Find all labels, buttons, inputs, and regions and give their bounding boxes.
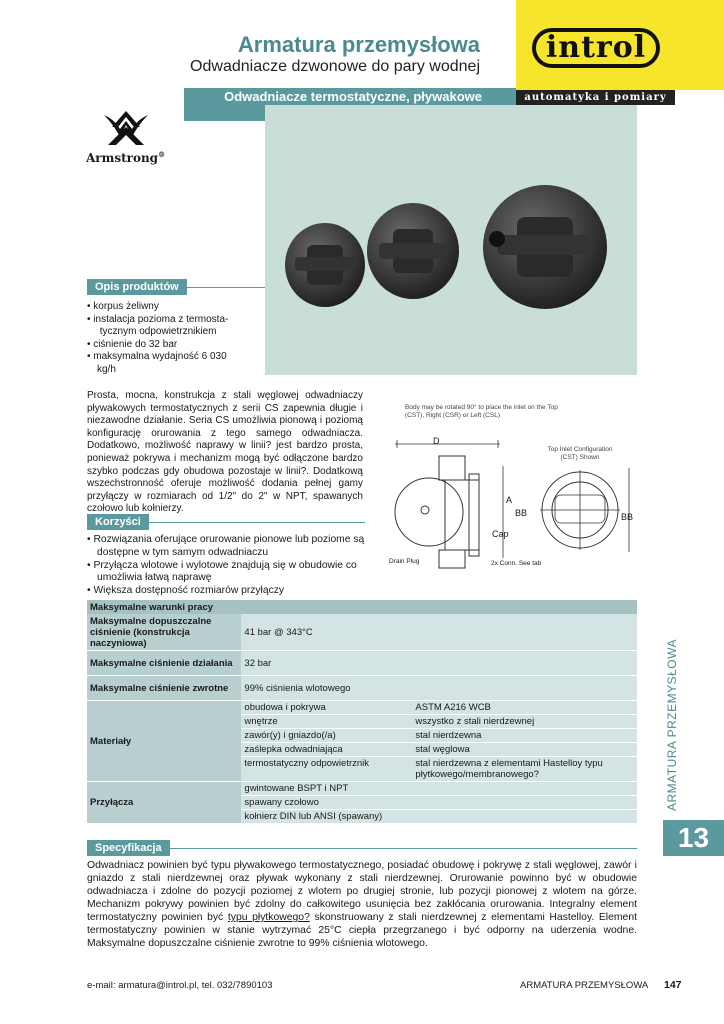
list-item: • Przyłącza wlotowe i wylotowe znajdują się w obudowie co umożliwia łatwą naprawę	[87, 559, 357, 584]
table-row: zaślepka odwadniająca stal węglowa	[87, 743, 637, 757]
page-subtitle: Odwadniacze dzwonowe do pary wodnej	[190, 58, 480, 75]
table-row: Materiały obudowa i pokrywa ASTM A216 WCB	[87, 701, 637, 715]
armstrong-wordmark: Armstrong®	[86, 150, 166, 165]
product-photo	[265, 105, 637, 375]
list-item: • Większa dostępność rozmiarów przyłączy	[87, 585, 285, 597]
list-item: • maksymalna wydajność 6 030 kg/h	[87, 351, 227, 375]
footer-contact: e-mail: armatura@introl.pl, tel. 032/7890103	[87, 980, 273, 991]
intro-paragraph: Prosta, mocna, konstrukcja z stali węglowej odwadniaczy pływakowych termostatycznych z serii CS zapewnia długie i niezawodne działanie. Seria CS umożliwia pionową i poziomą konfigurację orurowania z tego samego odwadniacza. Dodatkowo, możliwość naprawy w linii? jest bardzo prosta, ponieważ pokrywa i mechanizm mogą być odłączone bardzo szybko podczas gdy obudowa pozostaje w linii?. Dodatkową wszechstronność oferuje możliwość dodania pełnej gamy przyłączy w rozmiarach od 1/2" do 2" w NPT, spawanych czołowo lub kołnierzy.	[87, 390, 363, 515]
side-label: ARMATURA PRZEMYSŁOWA	[665, 638, 679, 812]
table-row: termostatyczny odpowietrznik stal nierdzewna z elementami Hastelloy typu płytkowego/membranowego?	[87, 757, 637, 782]
cap-label: Cap	[492, 529, 509, 539]
dimension-diagram	[385, 398, 637, 578]
logo-text: introl	[545, 30, 647, 65]
brand-tagline: automatyka i pomiary	[516, 90, 675, 105]
opis-heading: Opis produktów	[87, 279, 187, 295]
table-row: Maksymalne ciśnienie działania 32 bar	[87, 651, 637, 676]
footer-section: ARMATURA PRZEMYSŁOWA	[520, 980, 649, 991]
table-row: wnętrze wszystko z stali nierdzewnej	[87, 715, 637, 729]
diagram-note-top: Body may be rotated 90° to place the inlet on the Top (CST), Right (CSR) or Left (CSL)	[405, 404, 558, 419]
dim-d-label: D	[433, 436, 440, 446]
list-item: • Rozwiązania oferujące orurowanie pionowe lub poziome są dostępne w tym samym odwadniaczu	[87, 534, 365, 558]
spec-heading: Specyfikacja	[87, 840, 170, 856]
opis-list	[87, 301, 265, 376]
introl-logo	[532, 28, 660, 68]
korzysci-heading: Korzyści	[87, 514, 149, 530]
steam-traps-image	[265, 105, 637, 375]
list-item: • ciśnienie do 32 bar	[87, 338, 178, 350]
korzysci-section	[87, 514, 365, 598]
drain-plug-label: Drain Plug	[389, 558, 420, 565]
dim-a-label: A	[506, 495, 513, 505]
list-item: • korpus żeliwny	[87, 301, 159, 312]
table-row: kołnierz DIN lub ANSI (spawany)	[87, 810, 637, 824]
table-row: zawór(y) i gniazdo(/a) stal nierdzewna	[87, 729, 637, 743]
table-row: spawany czołowo	[87, 796, 637, 810]
opis-section	[87, 279, 265, 376]
product-line1: Odwadniacze termostatyczne, pływakowe	[224, 89, 482, 104]
armstrong-logo-icon	[98, 107, 154, 149]
connection-label: 2x Conn. See tab	[491, 560, 542, 567]
diagram-note-right: Top Inlet Configuration (CST) Shown	[547, 446, 613, 461]
table-row: Przyłącza gwintowane BSPT i NPT	[87, 782, 637, 796]
connections-label: Przyłącza	[87, 782, 241, 824]
list-item: • instalacja pozioma z termosta- tycznym odpowietrznikiem	[87, 313, 229, 337]
dim-bb-label-2: BB	[621, 512, 634, 522]
diagram-drawing	[385, 398, 637, 578]
table-heading: Maksymalne warunki pracy	[87, 600, 637, 614]
page-title: Armatura przemysłowa	[237, 32, 480, 57]
side-label-wrap	[660, 630, 684, 820]
materials-label: Materiały	[87, 701, 241, 782]
korzysci-list	[87, 534, 365, 598]
table-row: Maksymalne dopuszczalne ciśnienie (konstrukcja naczyniowa) 41 bar @ 343°C	[87, 614, 637, 651]
page-number: 147	[664, 979, 682, 991]
dim-bb-label-1: BB	[515, 508, 528, 518]
table-row: Maksymalne ciśnienie zwrotne 99% ciśnienia wlotowego	[87, 676, 637, 701]
chapter-number: 13	[663, 820, 724, 856]
spec-paragraph: Odwadniacz powinien być typu pływakowego termostatycznego, posiadać obudowę i pokrywę z stali węglowej, zawór i gniazdo z stali nierdzewnej oraz pływak wykonany z stali nierdzewnej. Orurowanie powinno być w obudowie odwadniacza i zdolne do pozycji poziomej z wlotem po drugiej stronie, lub pozycji pionowej z wlotem na górze. Mechanizm pokrywy powinien być zdolny do całkowitego usunięcia bez zakłócania orurowania. Integralny element termostatyczny powinien być typu płytkowego? skonstruowany z stali nierdzewnej z elementami Hastelloy. Element termostatyczny powinien w stanie wytrzymać 25°C ciepła przegrzanego i być odporny na uderzenia wodne. Maksymalne dopuszczalne ciśnienie zwrotne to 99% ciśnienia wlotowego.	[87, 860, 637, 949]
spec-underlined: typu płytkowego?	[227, 912, 310, 923]
spec-section	[87, 840, 637, 950]
conditions-table	[87, 600, 637, 824]
